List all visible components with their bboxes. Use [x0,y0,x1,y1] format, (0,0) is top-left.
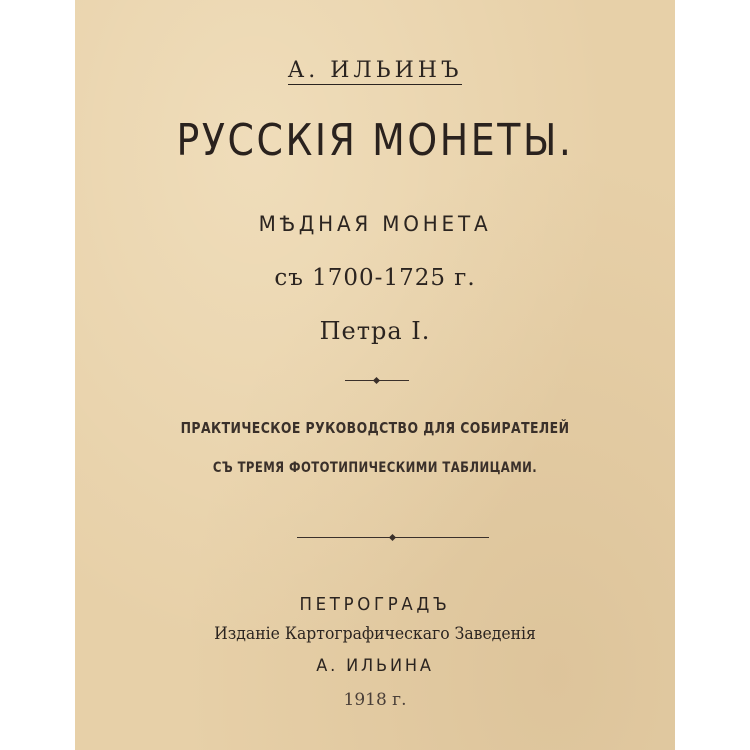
ornamental-divider-bottom [297,537,489,538]
imprint-year: 1918 г. [343,690,407,710]
ornamental-divider-top [345,380,409,381]
author-name-text: А. ИЛЬИНЪ [287,58,463,83]
ruler-name: Петра I. [319,317,431,345]
imprint-publisher: Изданiе Картографическаго Заведенiя [214,624,536,644]
imprint-city: ПЕТРОГРАДЪ [299,594,451,615]
book-title: РУССКIЯ МОНЕТЫ. [176,115,574,166]
description-line-1: ПРАКТИЧЕСКОЕ РУКОВОДСТВО ДЛЯ СОБИРАТЕЛЕЙ [180,419,570,437]
date-range: съ 1700-1725 г. [274,265,476,291]
imprint-publisher-name: А. ИЛЬИНА [316,656,434,676]
divider-ornament-icon [373,377,380,384]
title-page [75,0,675,750]
book-subtitle: МѢДНАЯ МОНЕТА [258,212,492,236]
description-line-2: СЪ ТРЕМЯ ФОТОТИПИЧЕСКИМИ ТАБЛИЦАМИ. [212,460,538,476]
author-name [75,58,675,83]
divider-ornament-icon [389,534,396,541]
